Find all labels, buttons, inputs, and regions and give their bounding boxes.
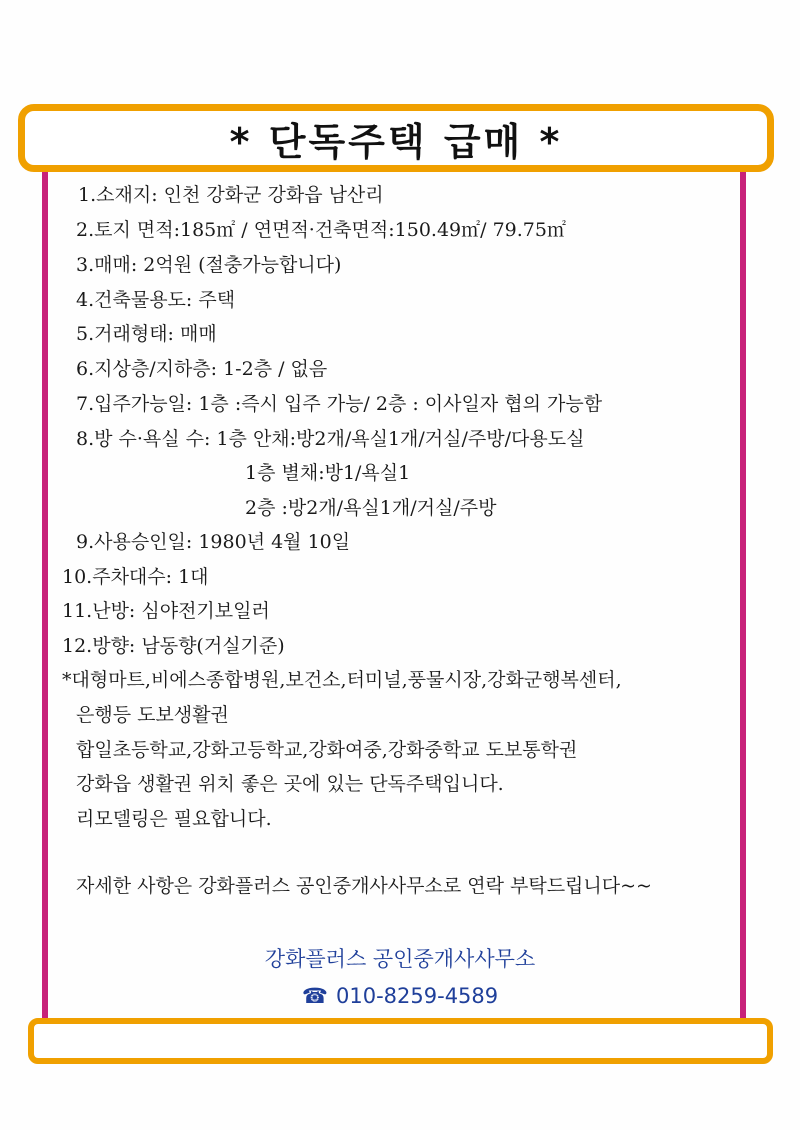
note-amenities: *대형마트,비에스종합병원,보건소,터미널,풍물시장,강화군행복센터,	[62, 669, 622, 691]
agency-name: 강화플러스 공인중개사사무소	[264, 947, 536, 971]
item-usage: 4.건축물용도: 주택	[76, 289, 236, 311]
note-contact-request: 자세한 사항은 강화플러스 공인중개사사무소로 연락 부탁드립니다~~	[76, 875, 652, 897]
note-walkable: 은행등 도보생활권	[76, 704, 229, 726]
item-location: 1.소재지: 인천 강화군 강화읍 남산리	[78, 184, 384, 206]
item-approval-date: 9.사용승인일: 1980년 4월 10일	[76, 531, 351, 553]
item-heating: 11.난방: 심야전기보일러	[62, 600, 270, 622]
item-floors: 6.지상층/지하층: 1-2층 / 없음	[76, 358, 328, 380]
phone-line	[0, 984, 800, 1008]
item-rooms-2f: 2층 :방2개/욕실1개/거실/주방	[245, 497, 497, 519]
note-remodel: 리모델링은 필요합니다.	[76, 808, 272, 830]
title-banner	[18, 104, 774, 172]
item-direction: 12.방향: 남동향(거실기준)	[62, 635, 285, 657]
phone-icon: ☎	[301, 984, 329, 1008]
item-move-in: 7.입주가능일: 1층 :즉시 입주 가능/ 2층 : 이사일자 협의 가능함	[76, 393, 603, 415]
item-rooms-annex: 1층 별채:방1/욕실1	[245, 462, 411, 484]
bottom-banner	[28, 1018, 773, 1064]
note-schools: 합일초등학교,강화고등학교,강화여중,강화중학교 도보통학권	[76, 739, 578, 761]
item-transaction: 5.거래형태: 매매	[76, 323, 217, 345]
item-parking: 10.주차대수: 1대	[62, 566, 209, 588]
page-title: * 단독주택 급매 *	[229, 119, 563, 164]
note-location: 강화읍 생활권 위치 좋은 곳에 있는 단독주택입니다.	[76, 773, 504, 795]
item-price: 3.매매: 2억원 (절충가능합니다)	[76, 254, 342, 276]
item-rooms: 8.방 수·욕실 수: 1층 안채:방2개/욕실1개/거실/주방/다용도실	[76, 428, 585, 450]
phone-number[interactable]: 010-8259-4589	[336, 984, 499, 1008]
item-area: 2.토지 면적:185㎡ / 연면적·건축면적:150.49㎡/ 79.75㎡	[76, 219, 566, 241]
